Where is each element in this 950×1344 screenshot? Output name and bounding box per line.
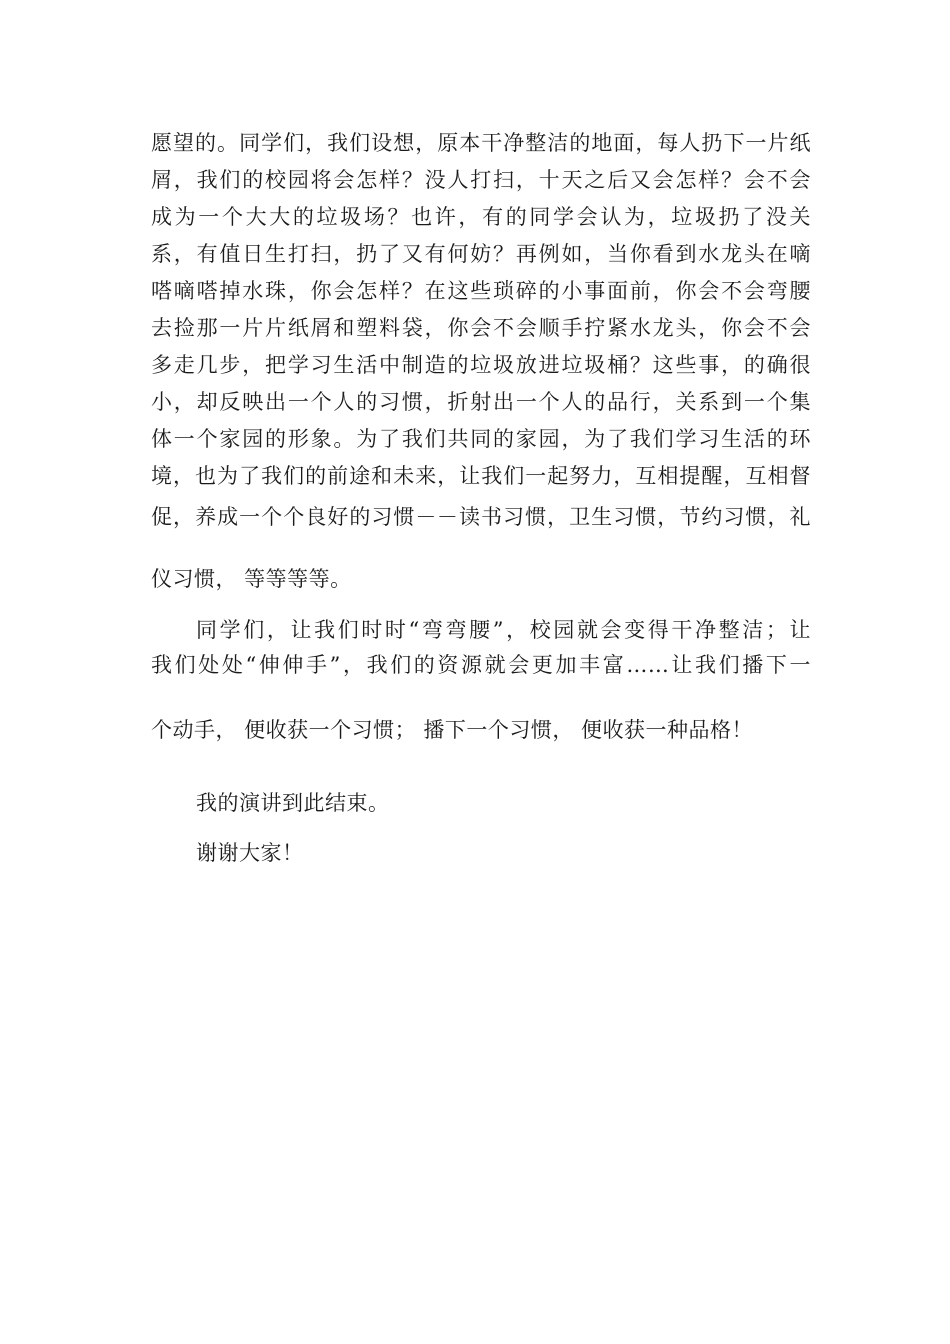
paragraph-1-line-4: 系，有值日生打扫，扔了又有何妨？再例如，当你看到水龙头在嘀 bbox=[151, 242, 811, 266]
paragraph-1-line-12: 仪习惯， 等等等等。 bbox=[151, 567, 352, 591]
closing-line-2: 谢谢大家！ bbox=[196, 841, 304, 865]
paragraph-1-line-7: 多走几步，把学习生活中制造的垃圾放进垃圾桶？这些事，的确很 bbox=[151, 353, 811, 377]
paragraph-1-line-6: 去捡那一片片纸屑和塑料袋，你会不会顺手拧紧水龙头，你会不会 bbox=[151, 316, 811, 340]
paragraph-2-line-2: 我们处处“伸伸手”，我们的资源就会更加丰富……让我们播下一 bbox=[151, 653, 811, 677]
paragraph-1-line-11: 促，养成一个个良好的习惯－－读书习惯，卫生习惯，节约习惯，礼 bbox=[151, 505, 811, 529]
paragraph-1-line-9: 体一个家园的形象。为了我们共同的家园，为了我们学习生活的环 bbox=[151, 427, 811, 451]
paragraph-2-line-1: 同学们，让我们时时“弯弯腰”，校园就会变得干净整洁；让 bbox=[196, 618, 811, 642]
paragraph-2-line-3: 个动手， 便收获一个习惯； 播下一个习惯， 便收获一种品格！ bbox=[151, 718, 754, 742]
paragraph-1-line-1: 愿望的。同学们，我们设想，原本干净整洁的地面，每人扔下一片纸 bbox=[151, 131, 811, 155]
paragraph-1-line-2: 屑，我们的校园将会怎样？没人打扫，十天之后又会怎样？会不会 bbox=[151, 168, 811, 192]
closing-line-1: 我的演讲到此结束。 bbox=[196, 791, 390, 815]
paragraph-1-line-3: 成为一个大大的垃圾场？也许，有的同学会认为，垃圾扔了没关 bbox=[151, 205, 811, 229]
paragraph-1-line-5: 嗒嘀嗒掉水珠，你会怎样？在这些琐碎的小事面前，你会不会弯腰 bbox=[151, 279, 811, 303]
paragraph-1-line-8: 小，却反映出一个人的习惯，折射出一个人的品行，关系到一个集 bbox=[151, 390, 811, 414]
paragraph-1-line-10: 境，也为了我们的前途和未来，让我们一起努力，互相提醒，互相督 bbox=[151, 464, 811, 488]
